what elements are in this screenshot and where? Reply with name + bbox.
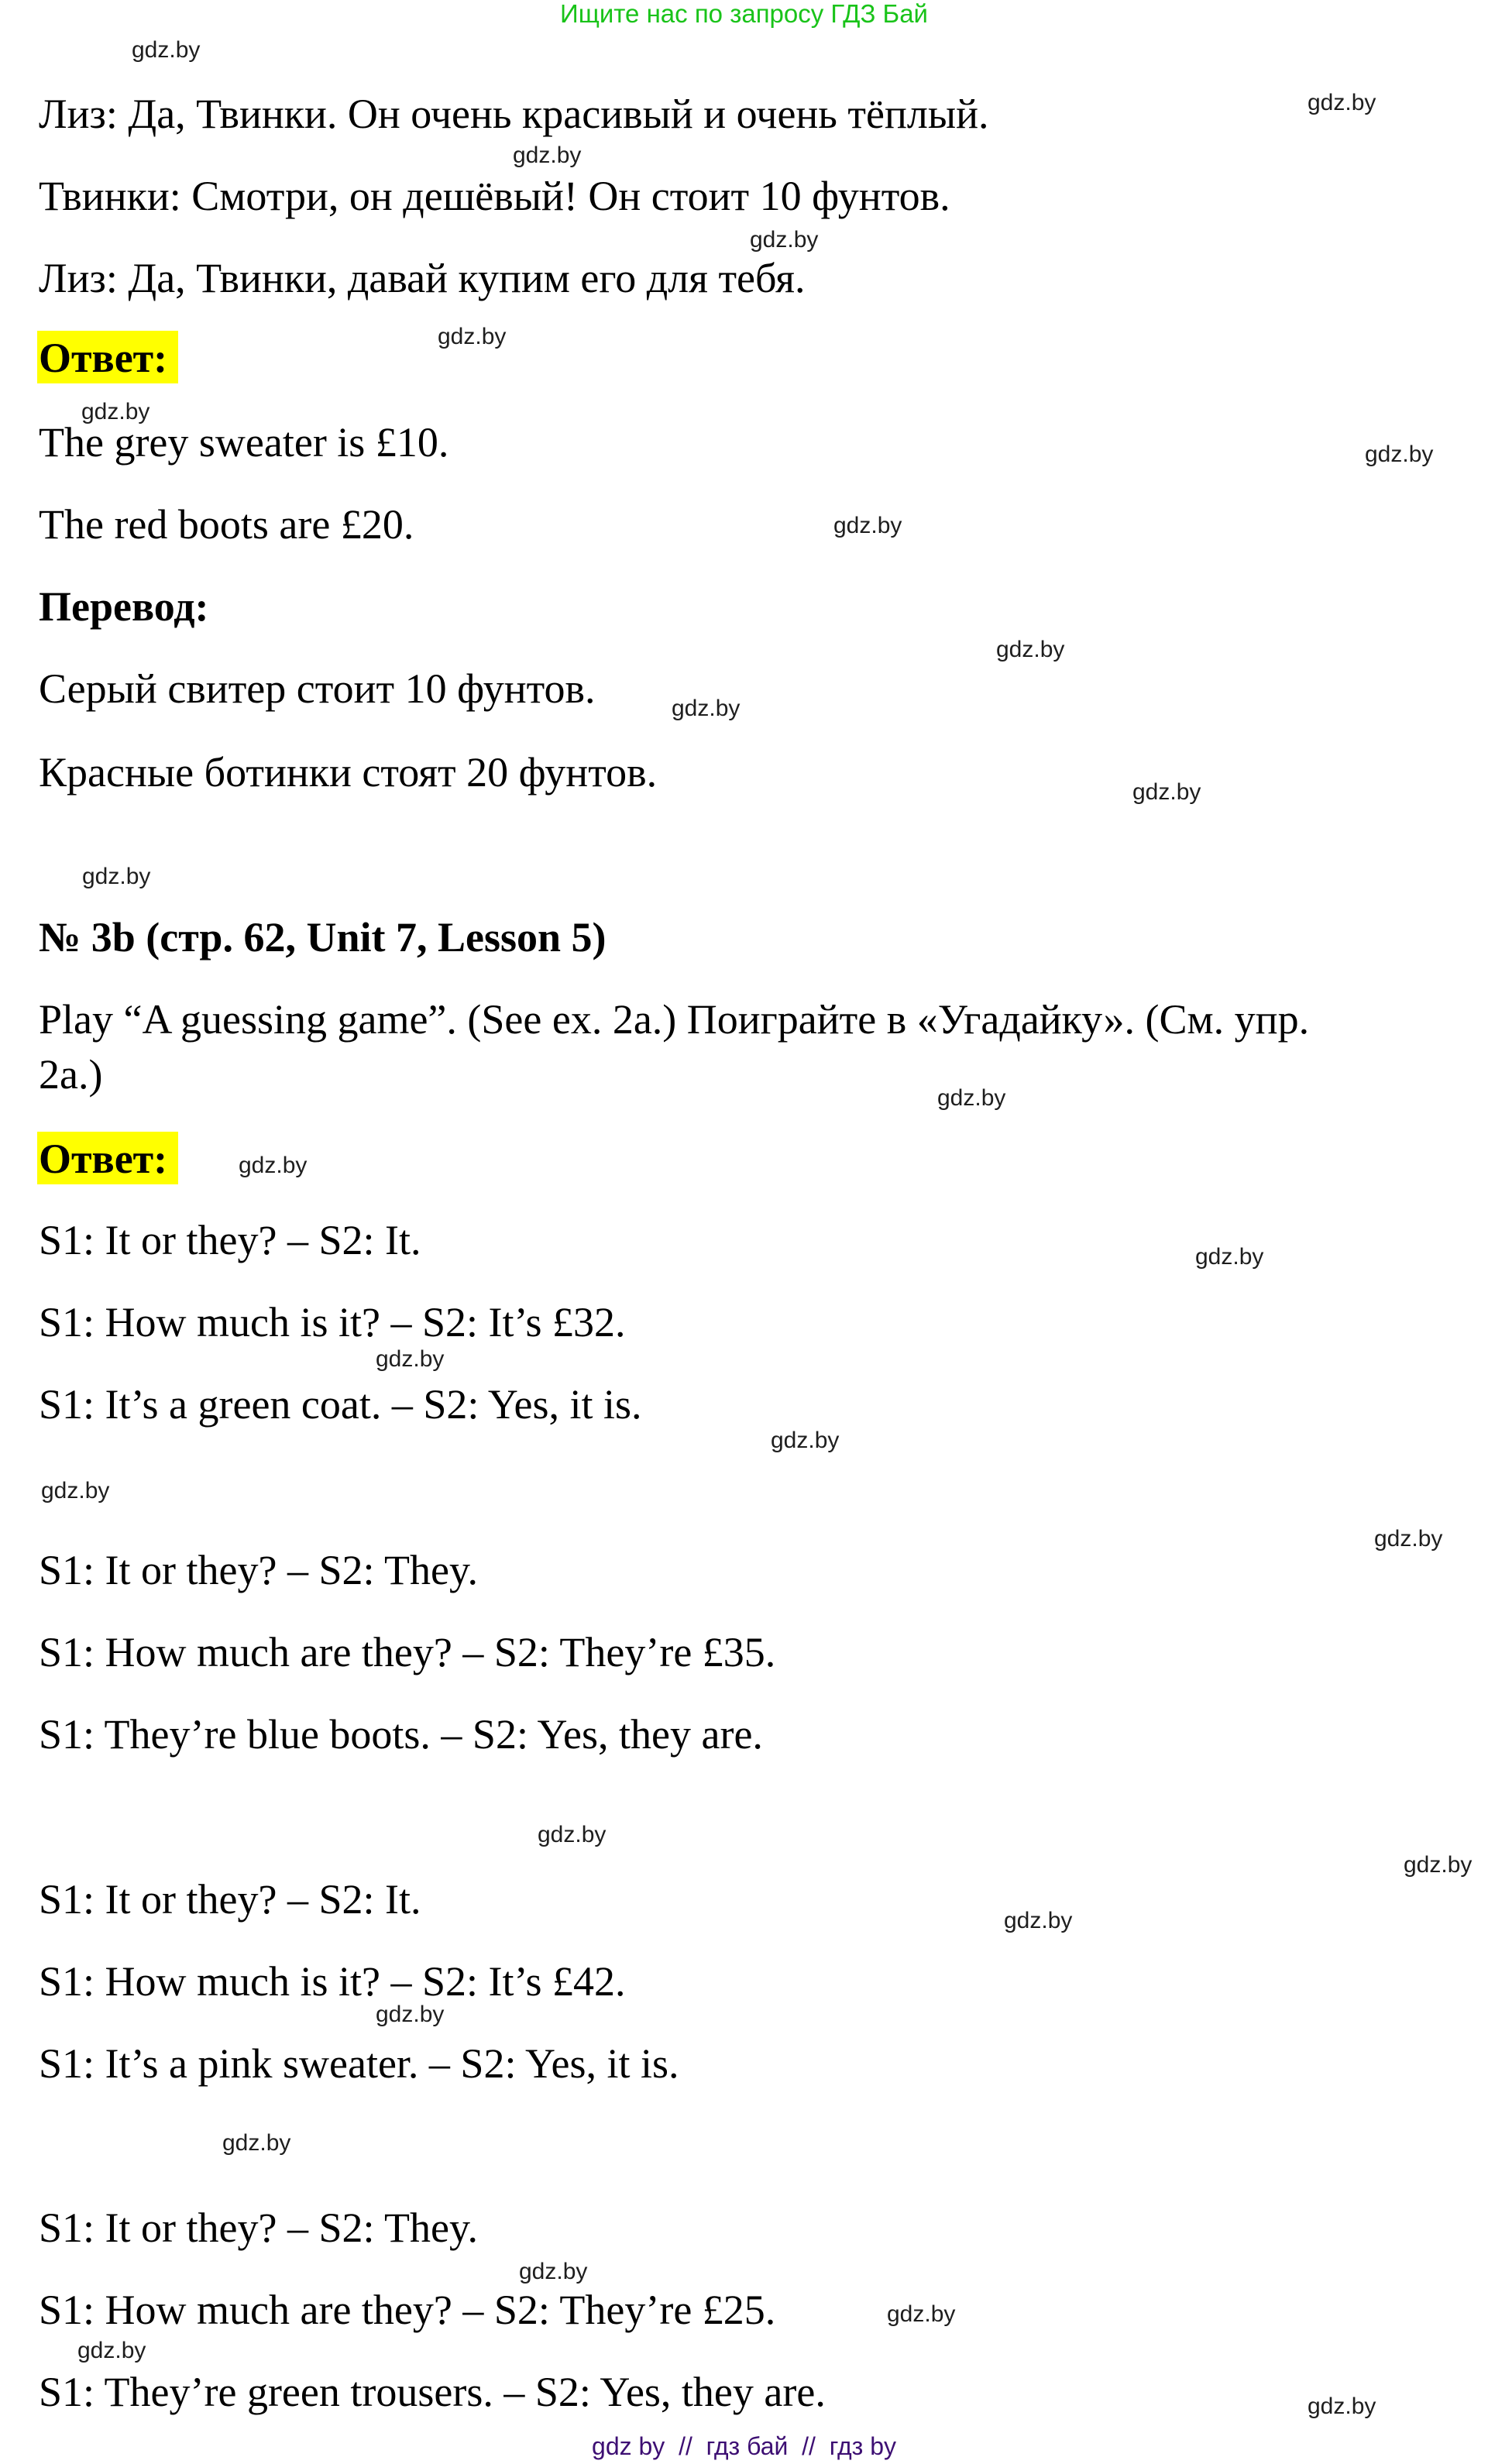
watermark: gdz.by bbox=[222, 2130, 291, 2156]
footer-links: gdz by // гдз бай // гдз by bbox=[592, 2432, 896, 2460]
dialogue-line: S1: It’s a green coat. – S2: Yes, it is. bbox=[39, 1381, 642, 1428]
dialogue-line: S1: They’re green trousers. – S2: Yes, they are. bbox=[39, 2369, 826, 2415]
dialogue-line: S1: It or they? – S2: It. bbox=[39, 1876, 421, 1923]
watermark: gdz.by bbox=[513, 143, 582, 168]
watermark: gdz.by bbox=[538, 1822, 607, 1847]
dialogue-line: S1: It’s a pink sweater. – S2: Yes, it is. bbox=[39, 2040, 679, 2087]
dialogue-line: S1: How much is it? – S2: It’s £32. bbox=[39, 1299, 626, 1345]
dialogue-line: S1: How much is it? – S2: It’s £42. bbox=[39, 1958, 626, 2005]
dialogue-line: Твинки: Смотри, он дешёвый! Он стоит 10 фунтов. bbox=[39, 173, 950, 219]
task-text-continued: 2a.) bbox=[39, 1051, 103, 1098]
answer-label-highlight bbox=[37, 331, 178, 383]
dialogue-line: Лиз: Да, Твинки, давай купим его для тебя. bbox=[39, 255, 806, 301]
watermark: gdz.by bbox=[82, 864, 151, 889]
watermark: gdz.by bbox=[937, 1085, 1006, 1111]
watermark: gdz.by bbox=[519, 2259, 588, 2284]
search-hint-header: Ищите нас по запросу ГДЗ Бай bbox=[560, 0, 928, 28]
dialogue-line: S1: How much are they? – S2: They’re £25. bbox=[39, 2287, 776, 2333]
watermark: gdz.by bbox=[1308, 2394, 1376, 2419]
watermark: gdz.by bbox=[1308, 90, 1376, 115]
dialogue-line: S1: It or they? – S2: They. bbox=[39, 2205, 478, 2251]
watermark: gdz.by bbox=[81, 399, 150, 424]
answer-line: The red boots are £20. bbox=[39, 501, 414, 548]
watermark: gdz.by bbox=[1132, 779, 1201, 805]
watermark: gdz.by bbox=[1374, 1526, 1443, 1552]
dialogue-line: S1: It or they? – S2: They. bbox=[39, 1547, 478, 1593]
dialogue-line: S1: It or they? – S2: It. bbox=[39, 1217, 421, 1263]
watermark: gdz.by bbox=[41, 1478, 110, 1503]
answer-label: Ответ: bbox=[39, 335, 168, 381]
watermark: gdz.by bbox=[672, 696, 741, 721]
watermark: gdz.by bbox=[833, 513, 902, 538]
watermark: gdz.by bbox=[771, 1428, 840, 1453]
task-text: Play “A guessing game”. (See ex. 2a.) Поиграйте в «Угадайку». (См. упр. bbox=[39, 996, 1310, 1043]
watermark: gdz.by bbox=[750, 227, 819, 253]
watermark: gdz.by bbox=[132, 37, 201, 63]
translation-label: Перевод: bbox=[39, 583, 209, 630]
watermark: gdz.by bbox=[1004, 1908, 1073, 1933]
answer-line: The grey sweater is £10. bbox=[39, 419, 449, 466]
answer-label-highlight bbox=[37, 1132, 178, 1184]
translation-line: Красные ботинки стоят 20 фунтов. bbox=[39, 749, 658, 796]
watermark: gdz.by bbox=[1404, 1852, 1473, 1878]
watermark: gdz.by bbox=[376, 2002, 445, 2027]
dialogue-line: S1: How much are they? – S2: They’re £35. bbox=[39, 1629, 776, 1675]
dialogue-line: S1: They’re blue boots. – S2: Yes, they are. bbox=[39, 1711, 763, 1758]
watermark: gdz.by bbox=[887, 2301, 956, 2327]
watermark: gdz.by bbox=[438, 324, 507, 349]
exercise-title: № 3b (стр. 62, Unit 7, Lesson 5) bbox=[39, 914, 607, 961]
watermark: gdz.by bbox=[77, 2338, 146, 2363]
watermark: gdz.by bbox=[1365, 442, 1434, 467]
dialogue-line: Лиз: Да, Твинки. Он очень красивый и очень тёплый. bbox=[39, 91, 989, 137]
translation-line: Серый свитер стоит 10 фунтов. bbox=[39, 665, 596, 712]
watermark: gdz.by bbox=[239, 1153, 308, 1178]
watermark: gdz.by bbox=[1195, 1244, 1264, 1270]
answer-label: Ответ: bbox=[39, 1136, 168, 1182]
watermark: gdz.by bbox=[376, 1346, 445, 1372]
watermark: gdz.by bbox=[996, 637, 1065, 662]
